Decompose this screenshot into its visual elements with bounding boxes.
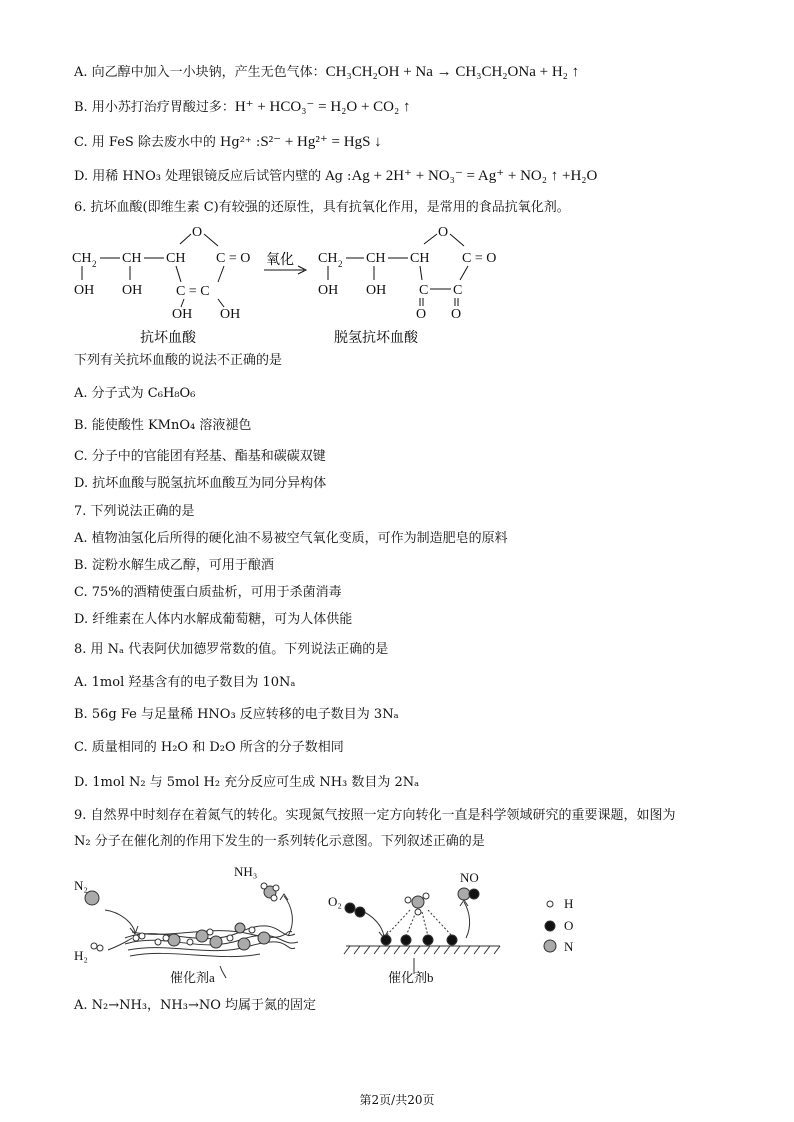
nitrogen-conversion-figure: [70, 862, 610, 990]
q7-option-d: D. 纤维素在人体内水解成葡萄糖，可为人体供能: [74, 612, 353, 627]
q7-option-c: C. 75%的酒精使蛋白质盐析，可用于杀菌消毒: [74, 585, 342, 600]
q6-option-d: D. 抗坏血酸与脱氢抗坏血酸互为同分异构体: [74, 476, 327, 491]
q6-option-b: B. 能使酸性 KMnO₄ 溶液褪色: [74, 418, 252, 433]
no-label: NO: [460, 870, 479, 885]
svg-text:OH: OH: [366, 283, 387, 298]
q5-option-b-equation: H⁺ + HCO₃⁻ = H₂O + CO₂ ↑: [234, 99, 411, 115]
svg-text:CH: CH: [318, 251, 338, 266]
q7-option-b: B. 淀粉水解生成乙醇，可用于酿酒: [74, 558, 274, 573]
svg-text:CH: CH: [122, 251, 142, 266]
legend-o: O: [564, 918, 574, 933]
svg-text:2: 2: [338, 259, 343, 269]
svg-text:O: O: [438, 225, 449, 240]
q7-option-a: A. 植物油氢化后所得的硬化油不易被空气氧化变质，可作为制造肥皂的原料: [74, 531, 508, 546]
q8-option-a: A. 1mol 羟基含有的电子数目为 10Nₐ: [74, 675, 296, 690]
svg-text:OH: OH: [220, 307, 241, 322]
nh3-label: NH₃: [234, 864, 258, 879]
n2-label: N₂: [74, 878, 88, 893]
arrow-label: 氧化: [266, 253, 294, 268]
q5-option-b-text: B. 用小苏打治疗胃酸过多：: [74, 100, 235, 115]
left-molecule-name: 抗坏血酸: [140, 331, 196, 346]
svg-text:OH: OH: [122, 283, 143, 298]
svg-text:CH: CH: [166, 251, 186, 266]
q5-option-b: [74, 98, 411, 117]
o2-label: O₂: [328, 894, 342, 909]
svg-text:C: C: [453, 283, 463, 298]
q6-stem: 6. 抗坏血酸(即维生素 C)有较强的还原性，具有抗氧化作用，是常用的食品抗氧化剂。: [74, 200, 570, 215]
q6-question: 下列有关抗坏血酸的说法不正确的是: [74, 353, 283, 368]
catalyst-b-label: 催化剂b: [388, 970, 434, 985]
q9-option-a: A. N₂→NH₃，NH₃→NO 均属于氮的固定: [74, 998, 317, 1013]
h2-label: H₂: [74, 948, 88, 963]
svg-text:OH: OH: [318, 283, 339, 298]
vitamin-c-oxidation-figure: [68, 222, 528, 350]
svg-text:2: 2: [92, 259, 97, 269]
q6-option-a: A. 分子式为 C₆H₈O₆: [74, 386, 196, 401]
q8-option-c: C. 质量相同的 H₂O 和 D₂O 所含的分子数相同: [74, 740, 344, 755]
svg-text:CH: CH: [410, 251, 430, 266]
svg-text:O: O: [192, 225, 203, 240]
svg-text:O: O: [451, 307, 462, 322]
q9-stem-line2: N₂ 分子在催化剂的作用下发生的一系列转化示意图。下列叙述正确的是: [74, 834, 485, 849]
q5-option-d-equation: Ag + 2H⁺ + NO₃⁻ = Ag⁺ + NO₂ ↑ +H₂O: [351, 168, 598, 184]
q5-option-d-text: D. 用稀 HNO₃ 处理银镜反应后试管内壁的 Ag :: [74, 169, 352, 184]
q5-option-c-equation: S²⁻ + Hg²⁺ = HgS ↓: [260, 134, 382, 150]
q8-stem: 8. 用 Nₐ 代表阿伏加德罗常数的值。下列说法正确的是: [74, 642, 389, 657]
q5-option-a-equation: CH₃CH₂OH + Na → CH₃CH₂ONa + H₂ ↑: [325, 64, 580, 80]
svg-text:OH: OH: [74, 283, 95, 298]
catalyst-a-label: 催化剂a: [170, 970, 215, 985]
svg-text:C: C: [419, 283, 429, 298]
q5-option-c-text: C. 用 FeS 除去废水中的 Hg²⁺ :: [74, 135, 261, 150]
svg-text:C = O: C = O: [462, 251, 497, 266]
svg-text:CH: CH: [72, 251, 92, 266]
svg-text:OH: OH: [172, 307, 193, 322]
svg-text:CH: CH: [366, 251, 386, 266]
q5-option-d: [74, 167, 597, 186]
q5-option-a-text: A. 向乙醇中加入一小块钠，产生无色气体：: [74, 65, 326, 80]
q8-option-b: B. 56g Fe 与足量稀 HNO₃ 反应转移的电子数目为 3Nₐ: [74, 707, 399, 722]
q7-stem: 7. 下列说法正确的是: [74, 504, 195, 519]
page-footer: 第2页/共20页: [359, 1093, 435, 1107]
right-molecule-name: 脱氢抗坏血酸: [334, 331, 418, 346]
q9-stem-line1: 9. 自然界中时刻存在着氮气的转化。实现氮气按照一定方向转化一直是科学领域研究的重要课题，如图为: [74, 808, 676, 823]
legend-n: N: [564, 939, 574, 954]
legend-h: H: [564, 896, 574, 911]
q6-option-c: C. 分子中的官能团有羟基、酯基和碳碳双键: [74, 449, 326, 464]
q8-option-d: D. 1mol N₂ 与 5mol H₂ 充分反应可生成 NH₃ 数目为 2Nₐ: [74, 775, 420, 790]
q5-option-c: [74, 133, 382, 152]
svg-text:O: O: [416, 307, 427, 322]
q5-option-a: [74, 63, 579, 82]
svg-text:C = C: C = C: [176, 284, 210, 299]
svg-text:C = O: C = O: [216, 251, 251, 266]
